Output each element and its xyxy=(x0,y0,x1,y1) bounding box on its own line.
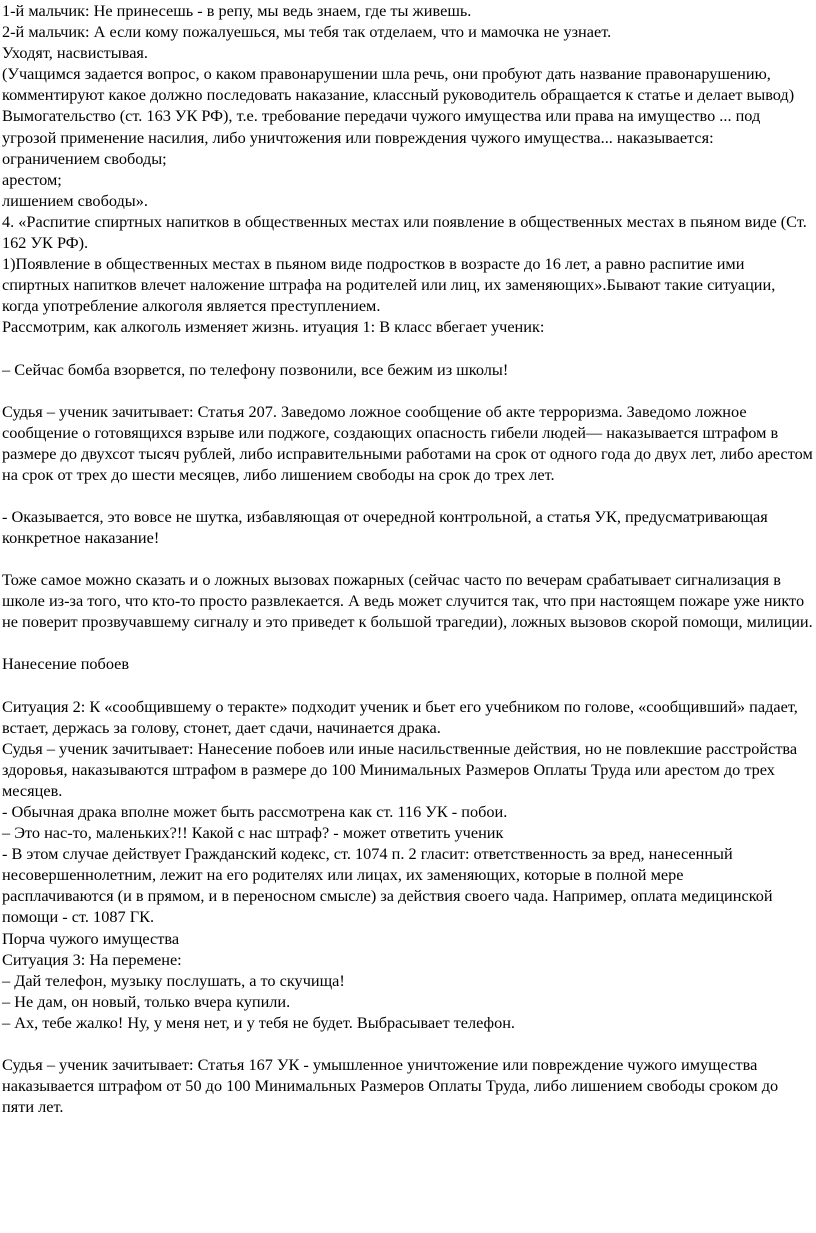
paragraph: расплачиваются (и в прямом, и в переносном смысле) за действия своего чада. Например, оплата медицинской помощи - ст. 1087 ГК. xyxy=(2,886,773,927)
paragraph: - Обычная драка вполне может быть рассмотрена как ст. 116 УК - побои. xyxy=(2,802,508,821)
paragraph: – Не дам, он новый, только вчера купили. xyxy=(2,991,291,1011)
paragraph: Судья – ученик зачитывает: Статья 207. Заведомо ложное сообщение об акте терроризма. Заведомо ложное сообщение о готовящихся взрыве или поджоге, создающих опасность гибели людей— наказывается штрафом в размере до двухсот тысяч рублей, либо исправительными работами на срок от одного года до двух лет, либо арестом на срок от трех до шести месяцев, либо лишением свободы на срок до трех лет. xyxy=(2,401,813,484)
blank-line xyxy=(2,485,814,506)
paragraph: – Ах, тебе жалко! Ну, у меня нет, и у тебя не будет. Выбрасывает телефон. xyxy=(2,1012,515,1032)
section-heading: Порча чужого имущества xyxy=(2,928,180,948)
blank-line xyxy=(2,380,814,401)
paragraph: – Дай телефон, музыку послушать, а то скучища! xyxy=(2,970,345,990)
paragraph: 1)Появление в общественных местах в пьяном виде подростков в возрасте до 16 лет, а равно распитие ими спиртных напитков влечет наложение штрафа на родителей или лиц, их заменяющих».Бывают такие ситуации, когда употребление алкоголя является преступлением. xyxy=(2,254,776,316)
blank-line xyxy=(2,548,814,569)
section-heading: Нанесение побоев xyxy=(2,654,130,674)
paragraph: ограничением свободы; xyxy=(2,148,167,168)
paragraph: лишением свободы». xyxy=(2,190,148,210)
blank-line xyxy=(2,1033,814,1054)
paragraph: Судья – ученик зачитывает: Нанесение побоев или иные насильственные действия, но не повлекшие расстройства здоровья, наказываются штрафом в размере до 100 Минимальных Размеров Оплаты Труда или арестом до трех месяцев. xyxy=(2,738,798,800)
blank-line xyxy=(2,632,814,653)
paragraph: Уходят, насвистывая. xyxy=(2,43,148,63)
paragraph: Ситуация 3: На перемене: xyxy=(2,949,182,969)
document-body xyxy=(2,0,814,1117)
blank-line xyxy=(2,675,814,696)
paragraph: – Сейчас бомба взорвется, по телефону позвонили, все бежим из школы! xyxy=(2,359,509,379)
paragraph: 1-й мальчик: Не принесешь - в репу, мы ведь знаем, где ты живешь. xyxy=(2,1,472,20)
paragraph: – Это нас-то, маленьких?!! Какой с нас штраф? - может ответить ученик xyxy=(2,823,504,843)
paragraph: 4. «Распитие спиртных напитков в общественных местах или появление в общественных местах в пьяном виде (Ст. 162 УК РФ). xyxy=(2,211,807,253)
paragraph: 2-й мальчик: А если кому пожалуешься, мы тебя так отделаем, что и мамочка не узнает. xyxy=(2,22,612,42)
paragraph: Рассмотрим, как алкоголь изменяет жизнь. итуация 1: В класс вбегает ученик: xyxy=(2,317,545,337)
paragraph: Ситуация 2: К «сообщившему о теракте» подходит ученик и бьет его учебником по голове, «сообщивший» падает, встает, держась за голову, стонет, дает сдачи, начинается драка. xyxy=(2,696,798,737)
paragraph: Судья – ученик зачитывает: Статья 167 УК - умышленное уничтожение или повреждение чужого имущества наказывается штрафом от 50 до 100 Минимальных Размеров Оплаты Труда, либо лишением свободы сроком до пяти лет. xyxy=(2,1055,779,1117)
paragraph: арестом; xyxy=(2,169,62,189)
paragraph: (Учащимся задается вопрос, о каком правонарушении шла речь, они пробуют дать название правонарушению, комментируют какое должно последовать наказание, классный руководитель обращается к статье и делает вывод) xyxy=(2,64,795,105)
paragraph: Тоже самое можно сказать и о ложных вызовах пожарных (сейчас часто по вечерам срабатывает сигнализация в школе из-за того, что кто-то просто развлекается. А ведь может случится так, что при настоящем пожаре уже никто не поверит прозвучавшему сигналу и это приведет к большой трагедии), ложных вызовов скорой помощи, милиции. xyxy=(2,570,813,632)
paragraph: Вымогательство (ст. 163 УК РФ), т.е. требование передачи чужого имущества или права на имущество ... под угрозой применение насилия, либо уничтожения или повреждения чужого имущества... наказывается: xyxy=(2,106,761,147)
paragraph: - Оказывается, это вовсе не шутка, избавляющая от очередной контрольной, а статья УК, предусматривающая конкретное наказание! xyxy=(2,506,768,548)
blank-line xyxy=(2,338,814,359)
paragraph: - В этом случае действует Гражданский кодекс, ст. 1074 п. 2 гласит: ответственность за вред, нанесенный несовершеннолетним, лежит на его родителях или лицах, их заменяющих, которые в полной мере xyxy=(2,844,733,885)
